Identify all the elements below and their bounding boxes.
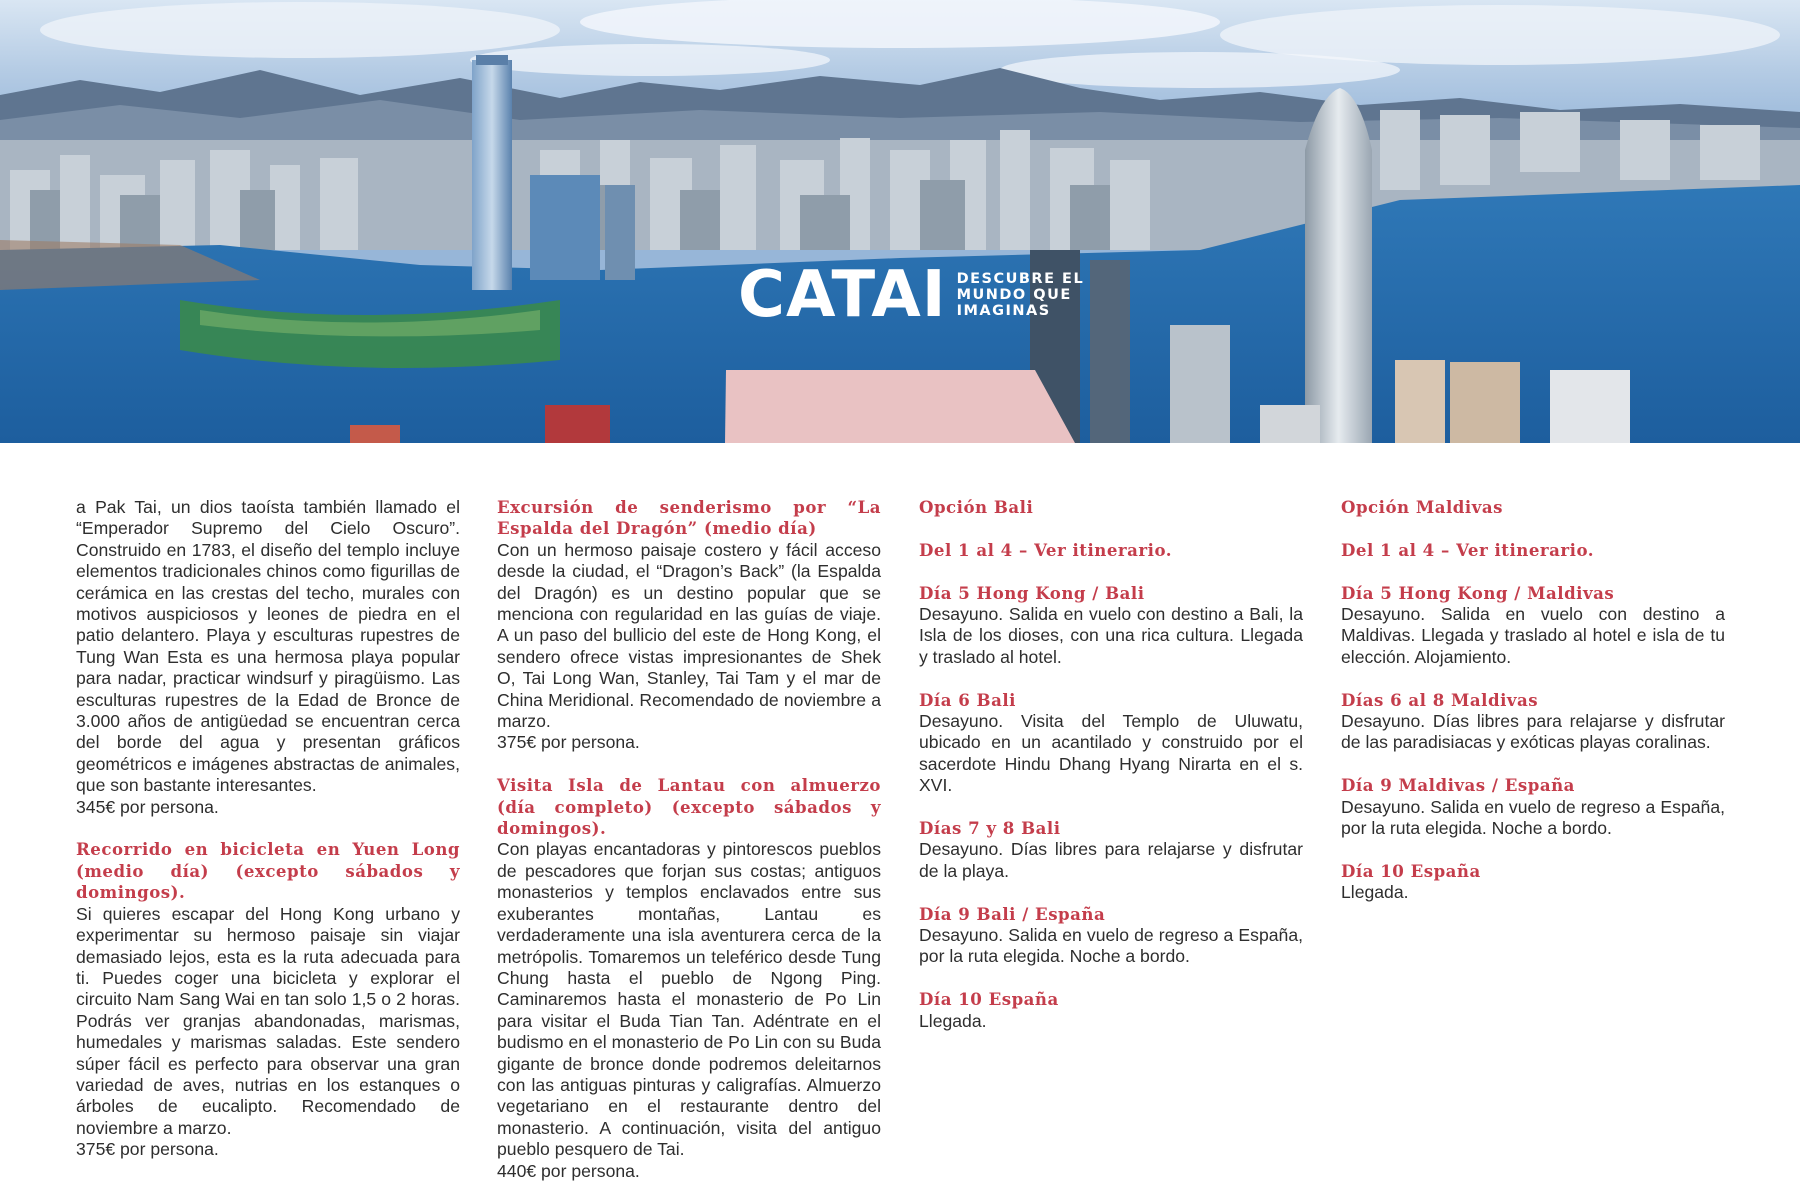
day-heading: Del 1 al 4 – Ver itinerario. (919, 539, 1172, 560)
day-heading: Día 5 Hong Kong / Bali (919, 582, 1145, 603)
excursion-title-dragons-back: Excursión de senderismo por “La Espalda del Dragón” (medio día) (497, 497, 881, 539)
day-text: Desayuno. Salida en vuelo de regreso a España, por la ruta elegida. Noche a bordo. (1341, 796, 1725, 839)
day-text: Desayuno. Salida en vuelo de regreso a España, por la ruta elegida. Noche a bordo. (919, 925, 1303, 967)
price: 375€ por persona. (76, 1139, 219, 1160)
itinerary-day (919, 989, 1303, 1032)
brand-tagline (957, 271, 1085, 319)
day-heading: Días 6 al 8 Maldivas (1341, 689, 1539, 710)
excursion-title-bike: Recorrido en bicicleta en Yuen Long (medio día) (excepto sábados y domingos). (76, 839, 460, 903)
itinerary-day (1341, 540, 1725, 561)
excursion-title-lantau: Visita Isla de Lantau con almuerzo (día completo) (excepto sábados y domingos). (497, 775, 881, 839)
day-heading: Del 1 al 4 – Ver itinerario. (1341, 539, 1594, 560)
price: 440€ por persona. (497, 1160, 640, 1181)
column-option-maldivas (1341, 497, 1725, 925)
itinerary-day (1341, 775, 1725, 839)
day-text: Desayuno. Días libres para relajarse y disfrutar de la playa. (919, 839, 1303, 881)
itinerary-day (919, 904, 1303, 968)
brand-tagline-line: MUNDO QUE (956, 287, 1072, 303)
excursion-text-bike: Si quieres escapar del Hong Kong urbano y experimentar su hermoso paisaje sin viajar demasiado lejos, esta es la ruta adecuada para ti. Puedes coger una bicicleta y explorar el circuito Nam Sang Wai en tan solo 1,5 o 2 horas. Podrás ver granjas abandonadas, marismas, humedales y marismas saladas. Este sendero súper fácil es perfecto para observar una gran variedad de aves, nutrias en los estanques o árboles de eucalipto. Recomendado de noviembre a marzo. (76, 903, 460, 1138)
hero-banner (0, 0, 1800, 443)
column-hong-kong-excursions-2 (497, 497, 881, 1182)
day-heading: Día 9 Bali / España (919, 903, 1106, 924)
day-heading: Día 6 Bali (919, 689, 1016, 710)
catai-logo (738, 258, 1085, 332)
day-text: Desayuno. Salida en vuelo con destino a Bali, la Isla de los dioses, con una rica cultura. Llegada y traslado al hotel. (919, 604, 1303, 667)
brand-tagline-line: DESCUBRE EL (956, 271, 1085, 287)
itinerary-day (1341, 690, 1725, 754)
pak-tai-description: a Pak Tai, un dios taoísta también llamado el “Emperador Supremo del Cielo Oscuro”. Construido en 1783, el diseño del templo incluye elementos tradicionales chinos como figurillas de cerámica en las crestas del techo, murales con motivos auspiciosos y leones de piedra en el patio delantero. Playa y esculturas rupestres de Tung Wan Esta es una hermosa playa popular para nadar, practicar windsurf y piragüismo. Las esculturas rupestres de la Edad de Bronce de 3.000 años de antigüedad se encuentran cerca del borde del agua y presentan gráficos geométricos e imágenes abstractas de animales, que son bastante interesantes. (76, 497, 460, 796)
day-text: Desayuno. Días libres para relajarse y disfrutar de las paradisiacas y exóticas playas coralinas. (1341, 711, 1725, 753)
excursion-text-dragons-back: Con un hermoso paisaje costero y fácil acceso desde la ciudad, el “Dragon’s Back” (la Espalda del Dragón) es un destino popular que se menciona con regularidad en las guías de viaje. A un paso del bullicio del este de Hong Kong, el sendero ofrece vistas impresionantes de Shek O, Tai Long Wan, Stanley, Tai Tam y el mar de China Meridional. Recomendado de noviembre a marzo. (497, 539, 881, 732)
price: 345€ por persona. (76, 796, 219, 817)
brand-name: CATAI (738, 258, 947, 332)
option-title: Opción Maldivas (1341, 497, 1503, 517)
day-heading: Día 10 España (1341, 860, 1481, 881)
banner-tab (725, 370, 1075, 443)
hong-kong-skyline-photo (0, 0, 1800, 443)
day-text: Desayuno. Salida en vuelo con destino a Maldivas. Llegada y traslado al hotel e isla de tu elección. Alojamiento. (1341, 604, 1725, 667)
itinerary-day (1341, 583, 1725, 669)
column-hong-kong-excursions-1 (76, 497, 460, 1161)
day-text: Llegada. (919, 1010, 987, 1031)
itinerary-day (919, 690, 1303, 797)
day-heading: Día 5 Hong Kong / Maldivas (1341, 582, 1615, 603)
day-heading: Día 9 Maldivas / España (1341, 775, 1575, 796)
excursion-text-lantau: Con playas encantadoras y pintorescos pueblos de pescadores que forjan sus costas; antiguos monasterios y templos enclavados entre sus exuberantes montañas, Lantau es verdaderamente una isla aventurera cerca de la metrópolis. Tomaremos un teleférico desde Tung Chung hasta el pueblo de Ngong Ping. Caminaremos hasta el monasterio de Po Lin para visitar el Buda Tian Tan. Adéntrate en el budismo en el monasterio de Po Lin con su Buda gigante de bronce donde podremos deleitarnos con las antiguas pinturas y caligrafías. Almuerzo vegetariano en el restaurante dentro del monasterio. A continuación, visita del antiguo pueblo pesquero de Tai. (497, 839, 881, 1160)
day-heading: Día 10 España (919, 989, 1059, 1010)
brand-tagline-line: IMAGINAS (956, 303, 1051, 319)
day-text: Desayuno. Visita del Templo de Uluwatu, ubicado en un acantilado y construido por el sacerdote Hindu Dhang Hyang Nirarta en el s. XVI. (919, 711, 1303, 796)
itinerary-day (919, 818, 1303, 882)
itinerary-day (919, 583, 1303, 669)
column-option-bali (919, 497, 1303, 1053)
itinerary-day (919, 540, 1303, 561)
price: 375€ por persona. (497, 732, 640, 753)
option-title: Opción Bali (919, 497, 1034, 517)
itinerary-day (1341, 861, 1725, 904)
day-heading: Días 7 y 8 Bali (919, 818, 1061, 839)
day-text: Llegada. (1341, 882, 1409, 903)
